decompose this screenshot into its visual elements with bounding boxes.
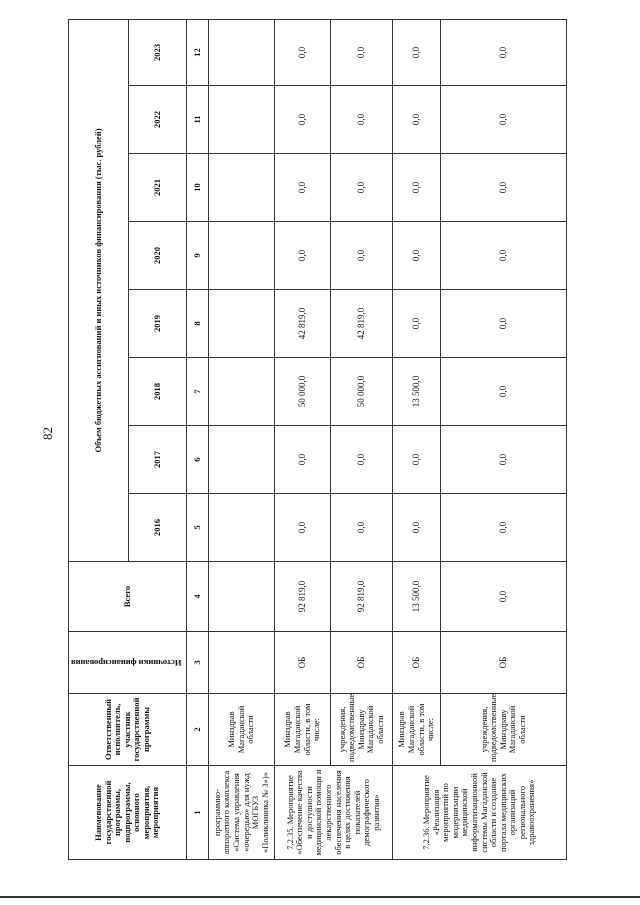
row-responsible: учреждения, подведомственные Минздраву Магаданской области [441,694,567,766]
row-value: 0,0 [441,494,567,562]
header-year: 2019 [129,290,187,358]
row-value: 0,0 [275,426,331,494]
row-value: 0,0 [441,86,567,154]
row-value: 50 000,0 [331,358,393,426]
row-total [209,562,275,632]
row-value [209,154,275,222]
row-value [209,426,275,494]
row-value [209,86,275,154]
row-source: ОБ [393,632,441,694]
header-year: 2018 [129,358,187,426]
row-value [209,19,275,85]
column-number: 9 [187,222,209,290]
header-name: Наименование государственной программы, подпрограммы, основного мероприятия, мероприятия [69,766,187,860]
row-value: 13 500,0 [393,358,441,426]
row-name: программно-аппаратного комплекса «Система управления «очередью» для нужд МОГБУЗ «Поликлиника № 3»)» [209,766,275,860]
row-responsible: Минздрав Магаданской области, в том числе: [393,694,441,766]
column-number: 7 [187,358,209,426]
table-row [331,19,393,859]
table-row [393,19,441,859]
row-value: 0,0 [331,494,393,562]
row-responsible: Минздрав Магаданской области [209,694,275,766]
header-year: 2016 [129,494,187,562]
row-value: 0,0 [441,19,567,85]
header-year: 2017 [129,426,187,494]
financing-table [68,19,567,860]
row-value: 0,0 [393,154,441,222]
row-value: 0,0 [331,154,393,222]
row-source [209,632,275,694]
column-number: 6 [187,426,209,494]
row-name: 7.2.35. Мероприятие «Обеспечение качества и доступности медицинской помощи и лекарственного обеспечения населения в целях достижения показателей демографического развития» [275,766,393,860]
row-value: 0,0 [331,426,393,494]
row-value: 0,0 [393,86,441,154]
row-value: 0,0 [393,19,441,85]
row-source: ОБ [275,632,331,694]
column-number: 12 [187,19,209,85]
column-number: 1 [187,766,209,860]
row-value [209,222,275,290]
row-value: 0,0 [393,494,441,562]
column-number: 11 [187,86,209,154]
header-year: 2023 [129,19,187,85]
row-responsible: учреждения, подведомственные Минздраву Магаданской области [331,694,393,766]
table-row [275,19,331,859]
row-value: 42 819,0 [331,290,393,358]
table-row [209,19,275,859]
row-value: 0,0 [441,426,567,494]
table-container [68,20,558,860]
header-source: Источники финансирования [69,632,187,694]
row-value [209,494,275,562]
row-total: 13 500,0 [393,562,441,632]
header-year: 2021 [129,154,187,222]
column-number: 2 [187,694,209,766]
row-value: 0,0 [393,290,441,358]
row-value: 0,0 [331,19,393,85]
row-source: ОБ [441,632,567,694]
column-number: 4 [187,562,209,632]
column-number: 5 [187,494,209,562]
header-financing-group: Объем бюджетных ассигнований и иных источников финансирования (тыс. рублей) [69,19,129,561]
table-row [441,19,567,859]
row-total: 92 819,0 [275,562,331,632]
row-value: 0,0 [275,222,331,290]
row-value: 0,0 [441,290,567,358]
header-year: 2022 [129,86,187,154]
row-total: 92 819,0 [331,562,393,632]
page-number: 82 [40,427,55,440]
row-name: 7.2.36. Мероприятие «Реализация мероприятий по модернизации медицинской информатизационной системы Магаданской области и создание портала медицинских организаций регионального здравоохранения» [393,766,567,860]
row-value [209,358,275,426]
row-source: ОБ [331,632,393,694]
header-responsible: Ответственный исполнитель, участник государственной программы [69,694,187,766]
header-total: Всего [69,562,187,632]
row-value: 0,0 [275,86,331,154]
column-number: 3 [187,632,209,694]
column-number: 8 [187,290,209,358]
row-responsible: Минздрав Магаданской области, в том числе: [275,694,331,766]
row-value: 0,0 [331,222,393,290]
row-value: 0,0 [441,154,567,222]
row-value: 0,0 [393,222,441,290]
header-year: 2020 [129,222,187,290]
row-value [209,290,275,358]
row-value: 0,0 [393,426,441,494]
row-value: 0,0 [275,19,331,85]
bottom-rule [0,896,640,898]
row-value: 0,0 [441,358,567,426]
row-value: 0,0 [331,86,393,154]
row-value: 0,0 [441,222,567,290]
row-value: 0,0 [275,154,331,222]
row-value: 50 000,0 [275,358,331,426]
column-number: 10 [187,154,209,222]
row-value: 42 819,0 [275,290,331,358]
row-value: 0,0 [275,494,331,562]
row-total: 0,0 [441,562,567,632]
